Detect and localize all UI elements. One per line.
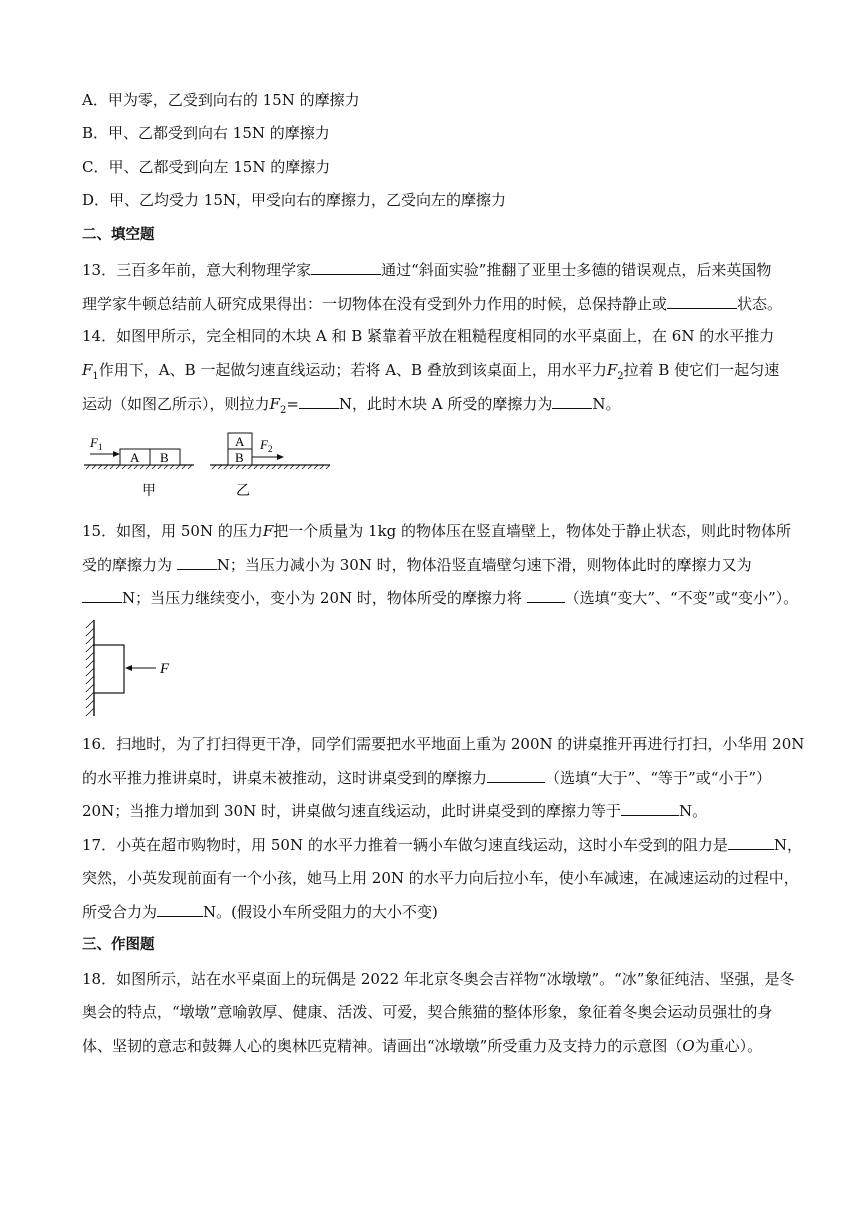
q14-f1-sub: 1 [92,371,99,382]
q17-line2: 突然，小英发现前面有一个小孩，她马上用 20N 的水平力向后拉小车，使小车减速，在减速运动的过程中， [82,869,799,887]
q13-blank-2[interactable] [667,293,737,309]
option-b: B．甲、乙都受到向右 15N 的摩擦力 [82,124,330,142]
q15-text-c: 把一个质量为 1kg 的物体压在竖直墙壁上，物体处于静止状态，则此时物体所 [273,522,792,540]
q18-line2: 奥会的特点，“墩墩”意喻敦厚、健康、活泼、可爱，契合熊猫的整体形象，象征着冬奥会运动员强壮的身 [82,1003,773,1021]
q17-blank-2[interactable] [157,901,203,917]
fig14-label-a: A [130,450,140,465]
option-c: C．甲、乙都受到向左 15N 的摩擦力 [82,158,331,176]
q15-text-e: N；当压力减小为 30N 时，物体沿竖直墙壁匀速下滑，则物体此时的摩擦力又为 [216,556,752,574]
q13-text-b: 通过“斜面实验”推翻了亚里士多德的错误观点，后来英国物 [381,261,772,279]
q14-blank-2[interactable] [552,393,592,409]
q15-line3 [82,587,798,608]
q14-f2b-sub: 2 [279,405,287,416]
q13-text-a: 13．三百多年前，意大利物理学家 [82,261,312,279]
fig14-arrowhead-f2 [277,454,284,460]
q17-text-a: 17．小英在超市购物时，用 50N 的水平力推着一辆小车做匀速直线运动，这时小车受到的阻力是 [82,836,728,854]
fig15-block [94,645,124,693]
q14-f2b: F [269,395,280,413]
q14-text-d: 拉着 B 使它们一起匀速 [623,361,780,379]
fig14-caption-jia: 甲 [142,484,156,499]
section-fill-blank-heading: 二、填空题 [82,227,155,243]
q13-text-d: 状态。 [737,295,783,313]
fig15-arrowhead [125,665,132,671]
q14-text-f: N，此时木块 A 所受的摩擦力为 [338,395,553,413]
q15-f: F [262,522,274,540]
q15-blank-3[interactable] [527,587,565,603]
fig14-f1-sub: 1 [98,442,103,452]
q17-line1 [82,834,802,855]
option-d: D．甲、乙均受力 15N，甲受向右的摩擦力，乙受向左的摩擦力 [82,191,507,209]
q15-line2 [82,554,752,575]
fig14-label-b: B [160,450,169,465]
fig14-arrowhead-f1 [113,451,120,457]
q17-text-d: N。(假设小车所受阻力的大小不变) [203,903,438,921]
q15-text-f: N；当压力继续变小，变小为 20N 时，物体所受的摩擦力将 [122,589,522,607]
q14-f2-sub: 2 [617,371,624,382]
fig14-caption-yi: 乙 [236,484,250,499]
q16-line1: 16．扫地时，为了打扫得更干净，同学们需要把水平地面上重为 200N 的讲桌推开再进行打扫，小华用 20N [82,735,805,753]
q18-line3 [82,1036,762,1056]
q13-text-c: 理学家牛顿总结前人研究成果得出：一切物体在没有受到外力作用的时候，总保持静止或 [82,295,668,313]
q16-line2 [82,767,771,788]
section-drawing-heading: 三、作图题 [82,937,155,953]
q16-blank-1[interactable] [487,767,545,783]
q15-text-a: 15．如图，用 50N 的压力 [82,522,263,540]
q13-line2 [82,293,782,314]
q18-o: O [682,1037,695,1055]
q13-blank-1[interactable] [311,259,381,275]
q16-text-b: （选填“大于”、“等于”或“小于”） [545,769,772,787]
q16-text-a: 的水平推力推讲桌时，讲桌未被推动，这时讲桌受到的摩擦力 [82,769,488,787]
q17-line3 [82,901,438,922]
q18-line1: 18．如图所示，站在水平桌面上的玩偶是 2022 年北京冬奥会吉祥物“冰墩墩”。“冰”象征纯洁、坚强，是冬 [82,970,795,988]
q16-blank-2[interactable] [621,800,679,816]
fig14-yi [210,433,330,499]
q14-text-b: 作用下，A、B 一起做匀速直线运动；若将 A、B 叠放到该桌面上，用水平力 [98,361,607,379]
q14-text-e: 运动（如图乙所示），则拉力 [82,395,270,413]
q17-blank-1[interactable] [728,834,774,850]
q14-f1: F [82,361,93,379]
q14-blank-1[interactable] [299,393,339,409]
q14-eq: = [286,395,299,413]
q14-text-g: N。 [592,395,621,413]
fig14-jia [84,435,194,499]
q16-line3 [82,800,707,821]
q14-line1: 14．如图甲所示，完全相同的木块 A 和 B 紧靠着平放在粗糙程度相同的水平桌面上，在 6N 的水平推力 [82,327,775,345]
q14-line2 [82,360,779,387]
q14-line3 [82,393,621,421]
q15-text-d: 受的摩擦力为 [82,556,173,574]
fig14-yi-label-b: B [235,450,244,465]
fig14-f2-sub: 2 [268,444,273,454]
q13-line1 [82,259,771,280]
q17-text-c: 所受合力为 [82,903,158,921]
q16-text-c: 20N；当推力增加到 30N 时，讲桌做匀速直线运动，此时讲桌受到的摩擦力等于 [82,802,621,820]
q16-text-d: N。 [678,802,708,820]
figure-15 [84,618,184,720]
q18-text-a: 体、坚韧的意志和鼓舞人心的奥林匹克精神。请画出“冰墩墩”所受重力及支持力的示意图（ [82,1037,683,1055]
q15-blank-1[interactable] [177,554,217,570]
q18-text-b: 为重心）。 [694,1037,763,1055]
fig14-yi-label-a: A [235,434,245,449]
fig15-f-label: F [160,661,170,677]
q17-text-b: N， [773,836,802,854]
q15-text-g: （选填“变大”、“不变”或“变小”）。 [564,589,799,607]
fig14-f2-label: F [260,437,268,452]
option-a: A．甲为零，乙受到向右的 15N 的摩擦力 [82,91,360,109]
q15-blank-2[interactable] [82,587,122,603]
fig14-f1-label: F [90,435,98,450]
q14-f2: F [606,361,618,379]
figure-14 [84,430,334,502]
q15-line1 [82,521,791,541]
